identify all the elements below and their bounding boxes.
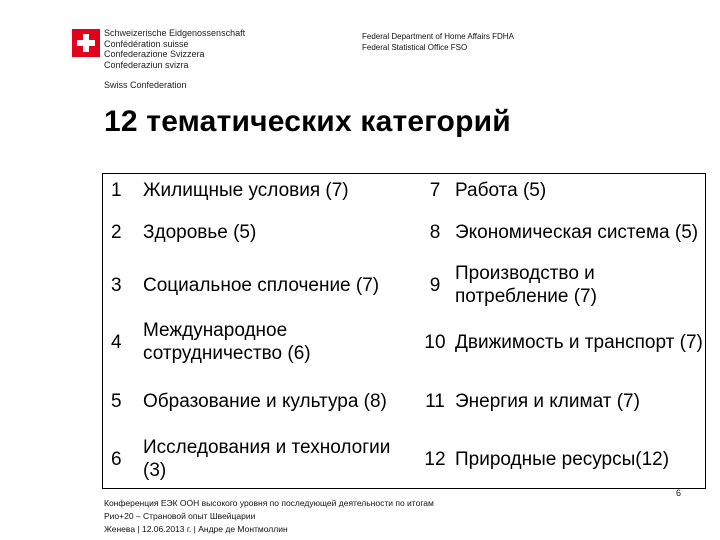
category-number: 2 <box>111 221 122 243</box>
table-row <box>103 312 705 372</box>
category-label: Природные ресурсы(12) <box>455 448 670 470</box>
table-row <box>103 430 705 488</box>
category-label: Образование и культура (8) <box>143 390 387 412</box>
table-row <box>103 372 705 430</box>
category-label: Работа (5) <box>455 179 547 201</box>
swiss-flag-icon <box>72 29 100 57</box>
department-name: Federal Department of Home Affairs FDHA <box>362 32 514 41</box>
table-row <box>103 206 705 258</box>
category-number: 3 <box>111 274 122 296</box>
category-number: 9 <box>429 274 441 296</box>
category-label: Здоровье (5) <box>143 221 257 243</box>
table-row <box>103 174 705 206</box>
footer-line: Конференция ЕЭК ООН высокого уровня по последующей деятельности по итогам <box>104 498 434 508</box>
office-name: Federal Statistical Office FSO <box>362 43 468 52</box>
category-number: 10 <box>424 331 446 353</box>
confederation-name-en: Swiss Confederation <box>104 80 187 90</box>
confederation-name-it: Confederazione Svizzera <box>104 49 205 59</box>
footer-line: Женева | 12.06.2013 г. | Андре де Монтмоллин <box>104 524 288 534</box>
category-label: Жилищные условия (7) <box>143 179 349 201</box>
page-number: 6 <box>676 488 682 498</box>
confederation-name-de: Schweizerische Eidgenossenschaft <box>104 28 246 38</box>
confederation-name-fr: Confédération suisse <box>104 38 189 49</box>
category-label: Энергия и климат (7) <box>455 390 640 412</box>
category-number: 1 <box>111 179 122 201</box>
table-row <box>103 258 705 312</box>
page-title: 12 тематических категорий <box>104 105 511 138</box>
confederation-names <box>104 28 245 91</box>
category-number: 4 <box>111 331 122 353</box>
categories-table <box>102 173 706 489</box>
footer-line: Рио+20 – Страновой опыт Швейцарии <box>104 511 256 521</box>
confederation-name-rm: Confederaziun svizra <box>104 59 189 70</box>
category-label: Международное сотрудничество (6) <box>143 320 311 364</box>
category-label: Исследования и технологии (3) <box>143 437 391 481</box>
category-label: Производство и потребление (7) <box>455 263 597 307</box>
category-number: 12 <box>424 448 446 470</box>
category-number: 7 <box>429 179 441 201</box>
category-number: 8 <box>429 221 441 243</box>
category-label: Экономическая система (5) <box>455 221 699 243</box>
category-number: 11 <box>425 390 445 412</box>
category-label: Социальное сплочение (7) <box>143 274 380 296</box>
department-info <box>362 31 514 53</box>
category-label: Движимость и транспорт (7) <box>455 331 703 353</box>
category-number: 5 <box>111 390 122 412</box>
footer <box>104 497 434 536</box>
category-number: 6 <box>111 448 122 470</box>
